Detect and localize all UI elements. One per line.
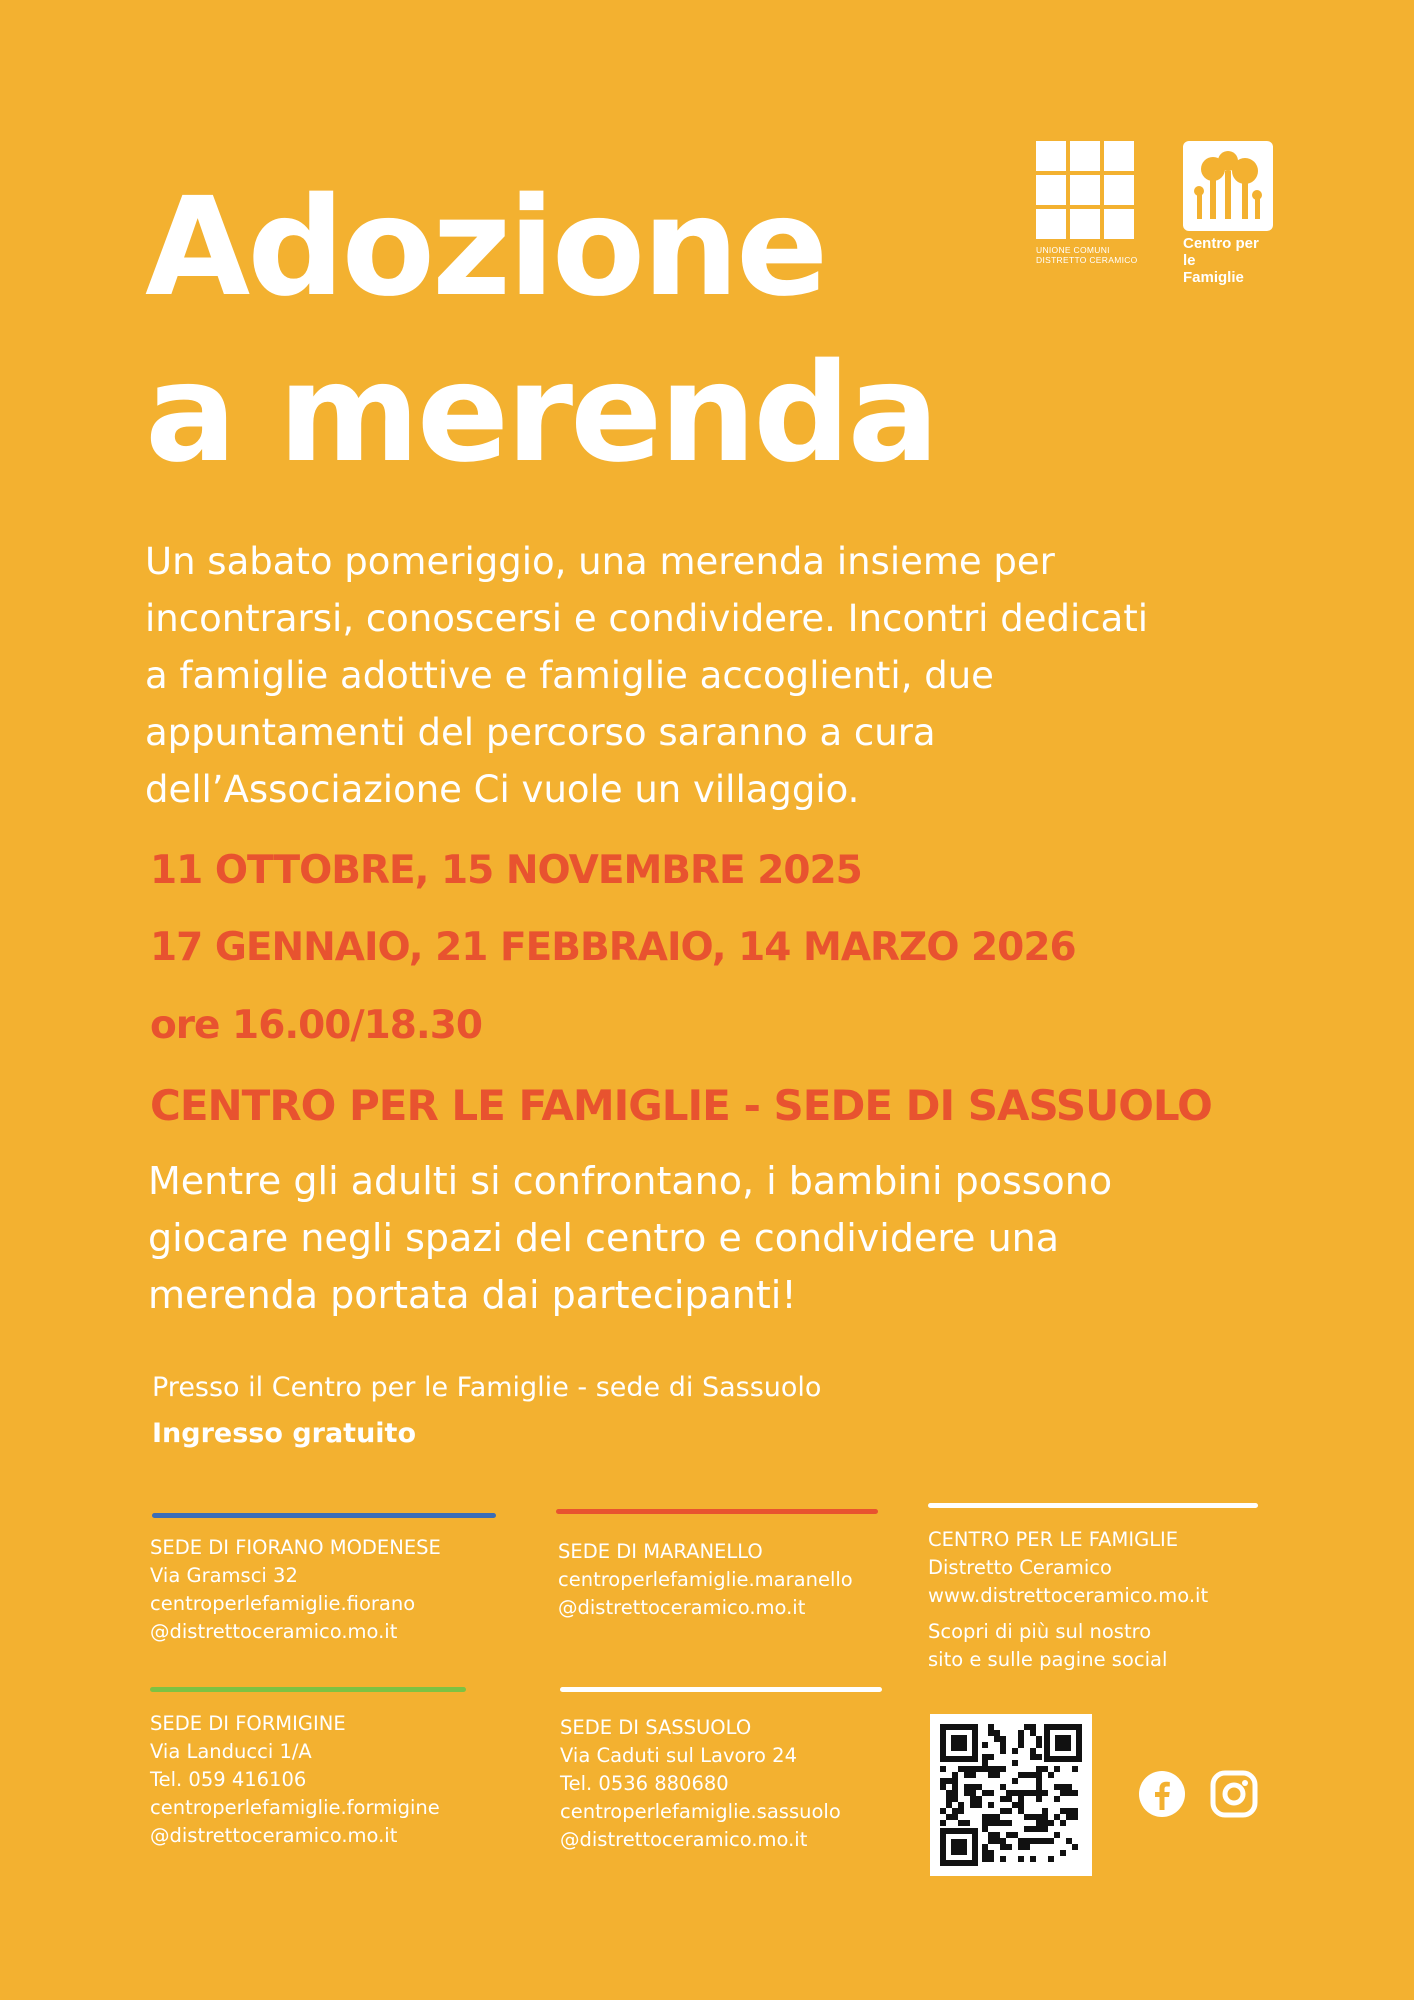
office-formigine: SEDE DI FORMIGINE Via Landucci 1/A Tel. 059 416106 centroperlefamiglie.formigine @distrettoceramico.mo.it — [150, 1712, 440, 1847]
centro-famiglie-logo — [1183, 141, 1273, 286]
centro-rule — [928, 1503, 1258, 1508]
formigine-rule — [150, 1687, 466, 1692]
trees-icon — [1183, 141, 1273, 231]
event-place: CENTRO PER LE FAMIGLIE - SEDE DI SASSUOLO — [150, 1081, 1212, 1130]
qr-code[interactable] — [930, 1714, 1092, 1876]
sassuolo-rule — [560, 1687, 882, 1692]
office-fiorano: SEDE DI FIORANO MODENESE Via Gramsci 32 centroperlefamiglie.fiorano @distrettoceramico.mo.it — [150, 1536, 441, 1643]
facebook-icon[interactable] — [1138, 1770, 1186, 1818]
title-line-1: Adozione — [145, 169, 826, 327]
page-title — [145, 165, 1045, 497]
dates-2026: 17 GENNAIO, 21 FEBBRAIO, 14 MARZO 2026 — [150, 925, 1076, 970]
office-maranello: SEDE DI MARANELLO centroperlefamiglie.maranello @distrettoceramico.mo.it — [558, 1540, 853, 1619]
intro-paragraph: Un sabato pomeriggio, una merenda insieme per incontrarsi, conoscersi e condividere. Incontri dedicati a famiglie adottive e famiglie accoglienti, due appuntamenti del percorso saranno a cura dell’Associazione Ci vuole un villaggio. — [145, 540, 1149, 811]
centro-logo-text: Centro per le Famiglie — [1183, 235, 1259, 286]
ingresso-text: Ingresso gratuito — [152, 1418, 417, 1449]
office-centro: CENTRO PER LE FAMIGLIE Distretto Ceramico www.distrettoceramico.mo.it Scopri di più sul nostro sito e sulle pagine social — [928, 1528, 1209, 1671]
title-line-2: a merenda — [145, 335, 937, 493]
event-time: ore 16.00/18.30 — [150, 1003, 483, 1048]
dates-2025: 11 OTTOBRE, 15 NOVEMBRE 2025 — [150, 848, 862, 893]
unione-logo-text: UNIONE COMUNI DISTRETTO CERAMICO — [1036, 245, 1138, 265]
instagram-icon[interactable] — [1210, 1770, 1258, 1818]
presso-text: Presso il Centro per le Famiglie - sede di Sassuolo — [152, 1372, 822, 1403]
unione-grid-icon — [1036, 141, 1146, 239]
kids-paragraph: Mentre gli adulti si confrontano, i bambini possono giocare negli spazi del centro e condividere una merenda portata dai partecipanti! — [148, 1159, 1113, 1317]
unione-comuni-logo — [1036, 141, 1146, 265]
office-sassuolo: SEDE DI SASSUOLO Via Caduti sul Lavoro 24 Tel. 0536 880680 centroperlefamiglie.sassuolo @distrettoceramico.mo.it — [560, 1716, 841, 1851]
fiorano-rule — [152, 1513, 496, 1518]
maranello-rule — [556, 1509, 878, 1514]
